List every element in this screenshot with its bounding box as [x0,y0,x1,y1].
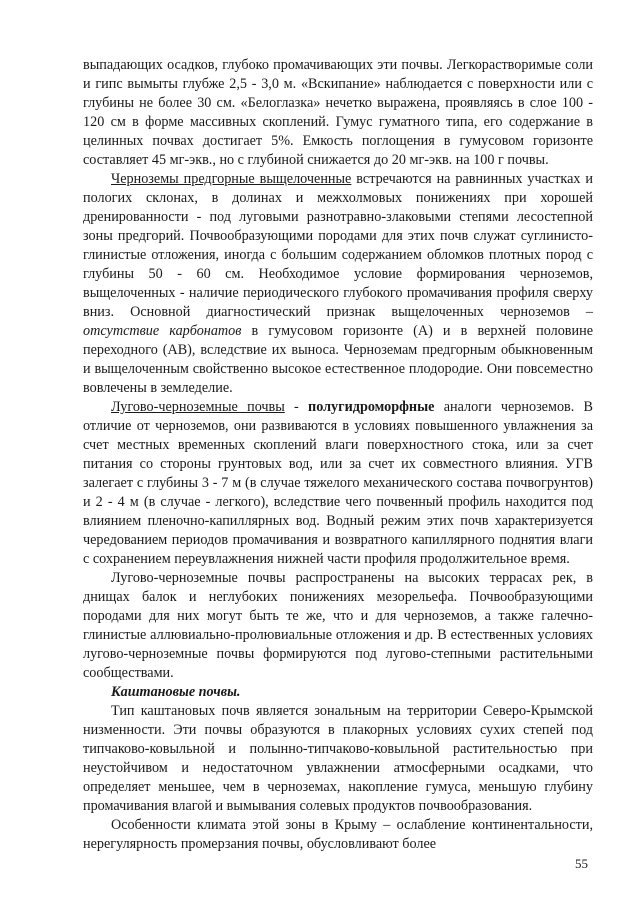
separator-dash: - [284,399,309,415]
section-heading-chestnut-soils: Каштановые почвы. [111,684,241,700]
paragraph-text: встречаются на равнинных участках и пологих склонах, в долинах и межхолмовых понижениях при хорошей дренированности - под луговыми разнотравно-злаковыми степями лесостепной зоны предгорий. Почвообразующими породами для этих почв служат суглинисто-глинистые отложения, иногда с большим содержанием обломков плотных пород с глубины 50 - 60 см. Необходимое условие формирования черноземов, выщелоченных - наличие периодического глубокого промачивания профиля сверху вниз. Основной диагностический признак выщелоченных черноземов – [83,171,593,320]
paragraph-meadow-chernozem [83,398,593,569]
page-text [83,56,593,854]
paragraph-leached-chernozems [83,170,593,398]
paragraph-chestnut-soils: Тип каштановых почв является зональным на территории Северо-Крымской низменности. Эти почвы образуются в плакорных условиях сухих степей под типчаково-ковыльной и полынно-типчаково-ковыльной растительностью при неустойчивом и недостаточном увлажнении атмосферными осадками, что определяет меньшее, чем в черноземах, накопление гумуса, меньшую глубину промачивания влагой и вымывания солевых продуктов почвообразования. [83,703,593,814]
term-leached-chernozems: Черноземы предгорные выщелоченные [111,171,352,187]
paragraph-meadow-chernozem-distribution: Лугово-черноземные почвы распространены на высоких террасах рек, в днищах балок и неглубоких понижениях мезорельефа. Почвообразующими породами для них могут быть те же, что и для черноземов, а также галечно-глинистые аллювиально-пролювиальные отложения и др. В естественных условиях лугово-черноземные почвы формируются под лугово-степными растительными сообществами. [83,570,593,681]
paragraph-text: аналоги черноземов. В отличие от черноземов, они развиваются в условиях повышенного увлажнения за счет местных временных скоплений влаги поверхностного стока, или за счет питания со стороны грунтовых вод, или за счет их совместного влияния. УГВ залегает с глубины 3 - 7 м (в случае тяжелого механического состава почвогрунтов) и 2 - 4 м (в случае - легкого), вследствие чего почвенный профиль находится под влиянием пленочно-капиллярных вод. Водный режим этих почв характеризуется чередованием периодов промачивания и возвратного капиллярного поднятия влаги с сохранением переувлажнения нижней части профиля продолжительное время. [83,399,594,567]
paragraph-text: в гумусовом горизонте (А) и в верхней половине переходного (АВ), вследствие их выноса. Черноземам предгорным обыкновенным и выщелоченным свойственно высокое естественное плодородие. Они повсеместно вовлечены в земледелие. [83,323,593,396]
term-meadow-chernozem: Лугово-черноземные почвы [111,399,285,415]
paragraph-climate-features: Особенности климата этой зоны в Крыму – ослабление континентальности, нерегулярность промерзания почвы, обусловливают более [83,817,593,852]
emphasis-no-carbonates: отсутствие карбонатов [83,323,242,339]
page-number: 55 [575,856,588,871]
bold-semihydromorphic: полугидроморфные [308,399,435,415]
paragraph-chernozem-continuation: выпадающих осадков, глубоко промачивающих эти почвы. Легкорастворимые соли и гипс вымыты глубже 2,5 - 3,0 м. «Вскипание» наблюдается с поверхности или с глубины не более 30 см. «Белоглазка» нечетко выражена, проявляясь в слое 100 - 120 см в форме массивных скоплений. Гумус гуматного типа, его содержание в целинных почвах достигает 5%. Емкость поглощения в гумусовом горизонте составляет 45 мг-экв., но с глубиной снижается до 20 мг-экв. на 100 г почвы. [83,57,593,168]
